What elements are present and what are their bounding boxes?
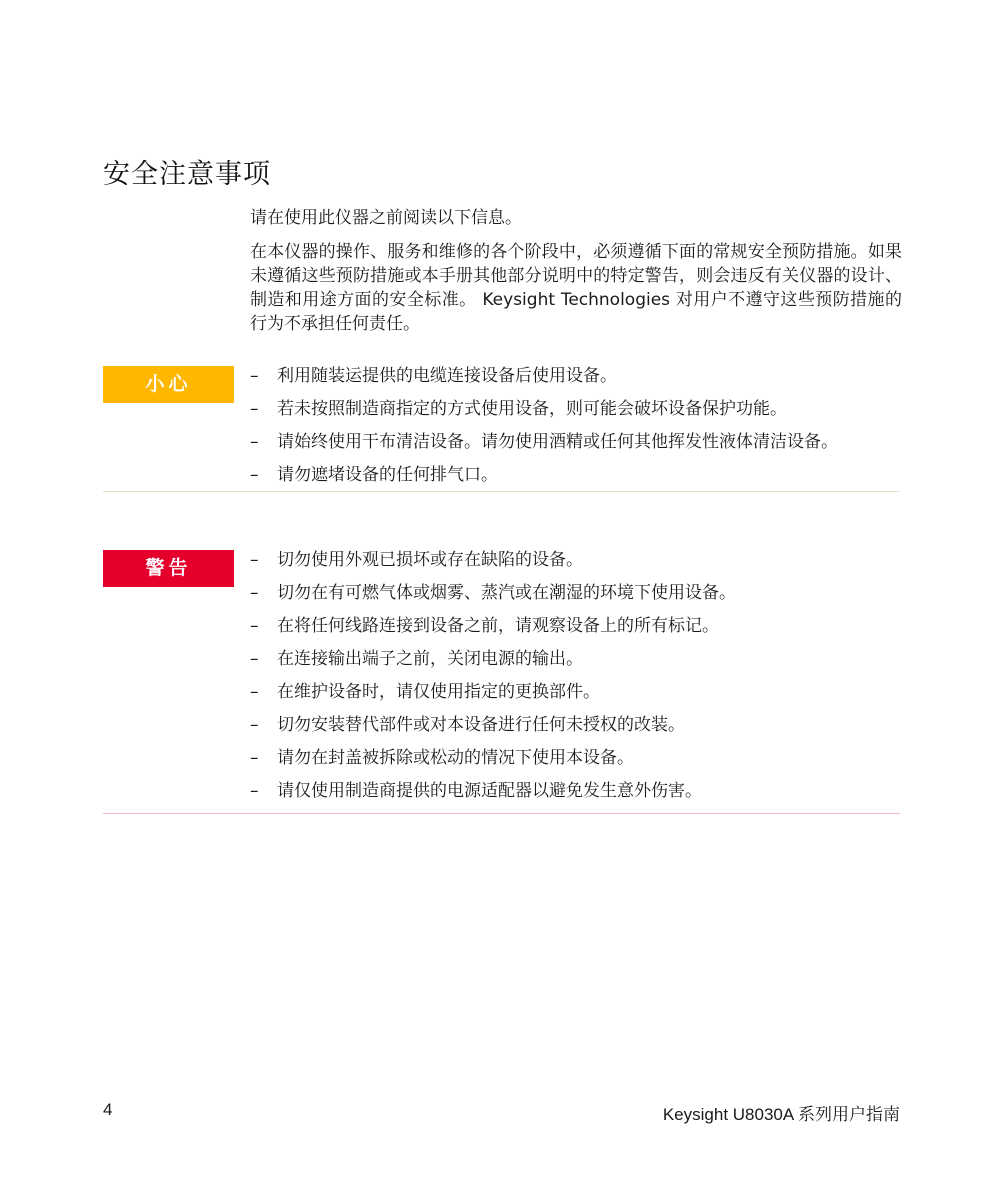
warning-item	[250, 778, 900, 811]
warning-item	[250, 745, 900, 778]
list-dash: –	[250, 682, 259, 702]
caution-list	[250, 363, 900, 495]
warning-item-text: 请仅使用制造商提供的电源适配器以避免发生意外伤害。	[277, 781, 702, 801]
list-dash: –	[250, 748, 259, 768]
caution-item	[250, 429, 900, 462]
footer-doc-title: Keysight U8030A 系列用户指南	[662, 1105, 900, 1124]
warning-item-text: 在连接输出端子之前，关闭电源的输出。	[277, 649, 583, 669]
caution-item-text: 利用随装运提供的电缆连接设备后使用设备。	[277, 366, 617, 386]
caution-item	[250, 363, 900, 396]
warning-item-text: 切勿安装替代部件或对本设备进行任何未授权的改装。	[277, 715, 685, 735]
page-title: 安全注意事项	[103, 159, 271, 190]
warning-item	[250, 646, 900, 679]
list-dash: –	[250, 465, 259, 485]
warning-item-text: 切勿使用外观已损坏或存在缺陷的设备。	[277, 550, 583, 570]
warning-item-text: 在维护设备时，请仅使用指定的更换部件。	[277, 682, 600, 702]
list-dash: –	[250, 583, 259, 603]
page-number: 4	[103, 1100, 113, 1119]
caution-item-text: 请勿遮堵设备的任何排气口。	[277, 465, 498, 485]
list-dash: –	[250, 432, 259, 452]
intro-body: 在本仪器的操作、服务和维修的各个阶段中，必须遵循下面的常规安全预防措施。如果未遵循这些预防措施或本手册其他部分说明中的特定警告，则会违反有关仪器的设计、制造和用途方面的安全标准。 Keysight Technologies 对用户不遵守这些预防措施的行为不承担任何责任。	[250, 242, 902, 334]
warning-item	[250, 613, 900, 646]
caution-item-text: 请始终使用干布清洁设备。请勿使用酒精或任何其他挥发性液体清洁设备。	[277, 432, 838, 452]
warning-item-text: 在将任何线路连接到设备之前，请观察设备上的所有标记。	[277, 616, 719, 636]
intro-section	[250, 206, 902, 346]
warning-item	[250, 547, 900, 580]
caution-divider	[103, 491, 900, 492]
list-dash: –	[250, 399, 259, 419]
list-dash: –	[250, 550, 259, 570]
intro-lead: 请在使用此仪器之前阅读以下信息。	[250, 208, 522, 228]
caution-item	[250, 396, 900, 429]
list-dash: –	[250, 715, 259, 735]
warning-item	[250, 679, 900, 712]
caution-badge: 小心	[103, 366, 234, 403]
warning-item	[250, 580, 900, 613]
list-dash: –	[250, 616, 259, 636]
warning-list	[250, 547, 900, 811]
warning-badge: 警告	[103, 550, 234, 587]
list-dash: –	[250, 649, 259, 669]
warning-item-text: 请勿在封盖被拆除或松动的情况下使用本设备。	[277, 748, 634, 768]
list-dash: –	[250, 366, 259, 386]
warning-divider	[103, 813, 900, 814]
warning-item-text: 切勿在有可燃气体或烟雾、蒸汽或在潮湿的环境下使用设备。	[277, 583, 736, 603]
caution-item-text: 若未按照制造商指定的方式使用设备，则可能会破坏设备保护功能。	[277, 399, 787, 419]
warning-item	[250, 712, 900, 745]
list-dash: –	[250, 781, 259, 801]
